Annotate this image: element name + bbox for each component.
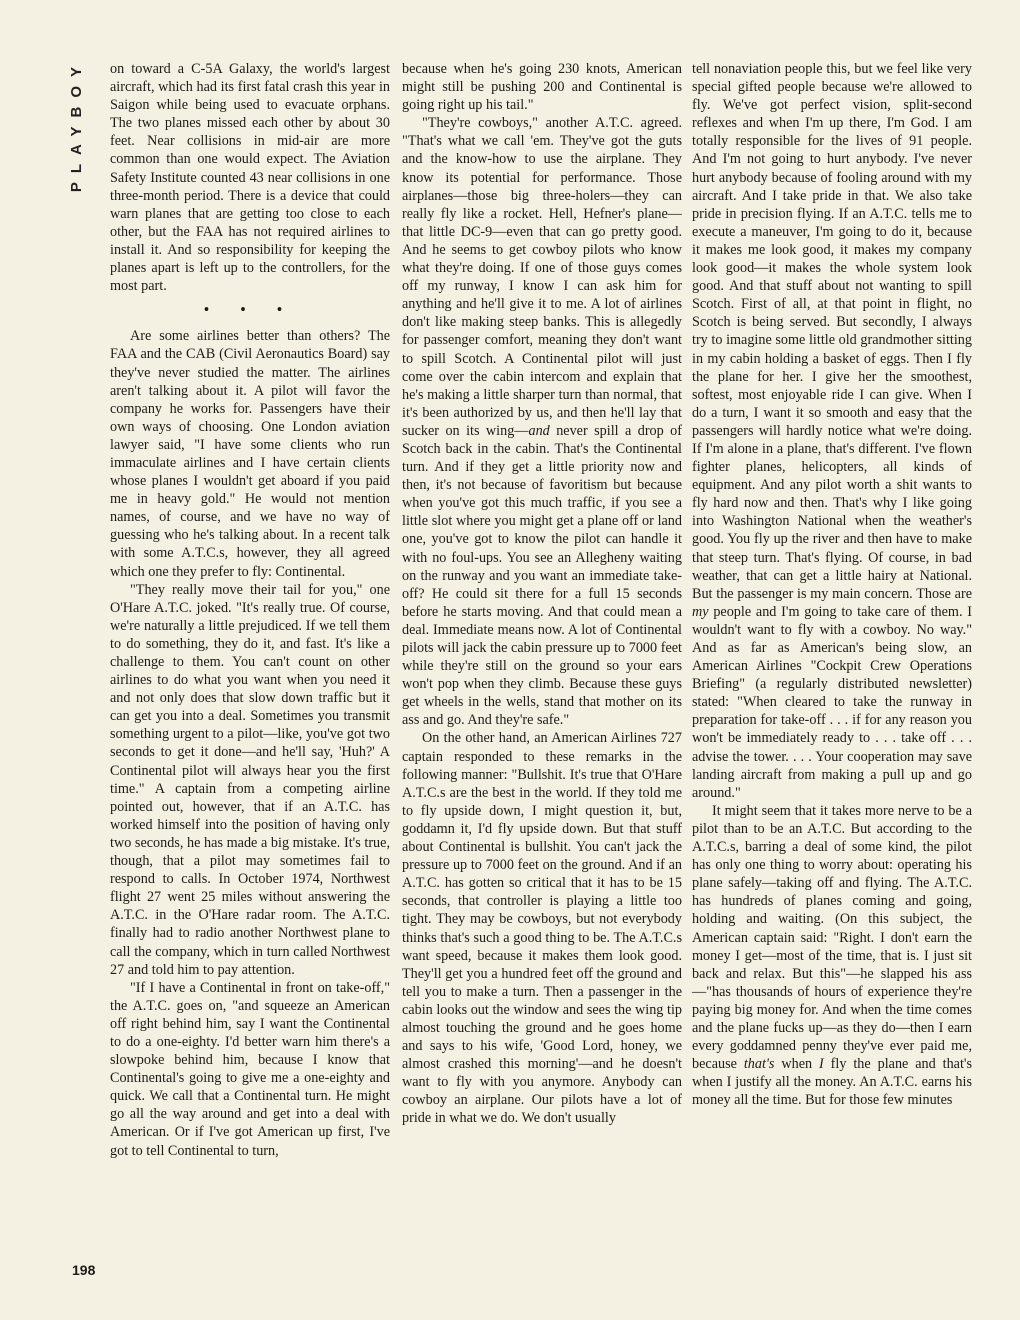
section-separator: • • • <box>204 302 296 319</box>
paragraph: On the other hand, an American Airlines 727 captain responded to these remarks in the following manner: "Bullshit. It's true that O'Hare A.T.C.s are the best in the world. If they told me to fly upside down, I might question it, but, goddamn it, I'd fly upside down. But that stuff about Continental is bullshit. You can't jack the pressure up to 7000 feet on the ground. And if an A.T.C. has gotten so critical that it has to be 15 seconds, that controller is playing a little too tight. They may be cowboys, but not everybody thinks that's such a good thing to be. The A.T.C.s want speed, because it makes them look good. They'll get you a hundred feet off the ground and tell you to make a turn. Then a passenger in the cabin looks out the window and sees the wing tip almost touching the ground and he goes home and says to his wife, 'Good Lord, honey, we almost crashed this morning'—and he doesn't want to fly with you anymore. Anybody can cowboy an airplane. Our pilots have a lot of pride in what we do. We don't usually <box>402 730 682 1127</box>
paragraph <box>692 802 972 1110</box>
text-run: people and I'm going to take care of them. I wouldn't want to fly with a cowboy. No way." And as far as American's being slow, an American Airlines "Cockpit Crew Operations Briefing" (a regularly distributed newsletter) stated: "When cleared to take the runway in preparation for take-off . . . if for any reason you won't be immediately ready to . . . take off . . . advise the tower. . . . Your cooperation may save landing aircraft from making a pull up and go around." <box>692 603 972 801</box>
magazine-masthead: PLAYBOY <box>68 58 85 193</box>
paragraph: on toward a C-5A Galaxy, the world's largest aircraft, which had its first fatal crash this year in Saigon while being used to evacuate orphans. The two planes missed each other by about 30 feet. Near collisions in mid-air are more common than one would expect. The Aviation Safety Institute counted 43 near collisions in one three-month period. There is a device that could warn planes that are getting too close to each other, but the FAA has not required airlines to install it. And so responsibility for keeping the planes apart is left up to the controllers, for the most part. <box>110 61 390 295</box>
paragraph <box>692 60 972 802</box>
emphasis: my <box>692 603 709 620</box>
text-run: when <box>774 1056 820 1073</box>
text-column-3 <box>692 60 972 1109</box>
paragraph: "They really move their tail for you," one O'Hare A.T.C. joked. "It's really true. Of course, we're naturally a little prejudiced. If we tell them to do something, they do it, and fast. It's like a challenge to them. You can't count on other airlines to do what you want when you need it and not only does that slow down traffic but it can get you into a deal. Sometimes you transmit something urgent to a pilot—like, you've got two seconds to get it done—and he'll say, 'Huh?' A Continental pilot will always hear you the first time." A captain from a competing airline pointed out, however, that if an A.T.C. has worked himself into the position of having only two seconds, he has made a big mistake. It's true, though, that a pilot may sometimes fail to respond to calls. In October 1974, Northwest flight 27 went 25 miles without answering the A.T.C. in the O'Hare radar room. The A.T.C. finally had to radio another Northwest plane to call the company, which in turn called Northwest 27 and told him to pay attention. <box>110 581 390 978</box>
paragraph: Are some airlines better than others? The FAA and the CAB (Civil Aeronautics Board) say they've never studied the matter. The airlines aren't talking about it. A pilot will favor the company he works for. Passengers have their own ways of choosing. One London aviation lawyer said, "I have some clients who run immaculate airlines and I have certain clients whose planes I wouldn't get aboard if you paid me in heavy gold." He would not mention names, of course, and we have no way of guessing who he's talking about. In a recent talk with some A.T.C.s, however, they all agreed which one they prefer to fly: Continental. <box>110 328 390 580</box>
emphasis: and <box>528 422 550 439</box>
paragraph: "If I have a Continental in front on take-off," the A.T.C. goes on, "and squeeze an American off right behind him, say I want the Continental to do a one-eighty. I'd better warn him there's a slowpoke behind him, because I know that Continental's going to give me a one-eighty and quick. We call that a Continental turn. He might go all the way around and get into a deal with American. Or if I've got American up first, I've got to tell Continental to turn, <box>110 979 390 1159</box>
emphasis: I <box>819 1056 824 1073</box>
page-number: 198 <box>72 1262 96 1278</box>
emphasis: that's <box>743 1056 775 1073</box>
paragraph <box>402 114 682 729</box>
text-run: fly the plane and that's when I justify all the money. An A.T.C. earns his money all the time. But for those few minutes <box>692 1056 972 1109</box>
text-run: It might seem that it takes more nerve to be a pilot than to be an A.T.C. But according to the A.T.C.s, barring a deal of some kind, the pilot has only one thing to worry about: operating his plane safely—taking off and flying. The A.T.C. has hundreds of planes coming and going, holding and waiting. (On this subject, the American captain said: "Right. I don't earn the money I get—most of the time, that is. I just sit back and relax. But this"—he slapped his ass—"has thousands of hours of experience they're paying big money for. And when the time comes and the plane fucks up—as they do—then I earn every goddamned penny they've ever paid me, because <box>692 802 972 1073</box>
text-run: "They're cowboys," another A.T.C. agreed. "That's what we call 'em. They've got the guts and the know-how to use the airplane. They know its potential for performance. Those airplanes—those big three-holers—they can really fly like a rocket. Hell, Hefner's plane—that little DC-9—even that can go pretty good. And he seems to get cowboy pilots who know what they're doing. If one of those guys comes off my runway, I know I can ask him for anything and he'll give it to me. A lot of airlines don't like making steep banks. This is allegedly for passenger comfort, meaning they don't want to spill Scotch. A Continental pilot will just come over the cabin intercom and explain that he's making a little sharper turn than normal, that it's been authorized by us, and then he'll lay that sucker on its wing— <box>402 115 682 439</box>
text-run: tell nonaviation people this, but we feel like very special gifted people because we're allowed to fly. We've got perfect vision, split-second reflexes and when I'm up there, I'm God. I am totally responsible for the lives of 91 people. And I'm not going to hurt anybody. I've never hurt anybody because of fooling around with my aircraft. And I take pride in that. We also take pride in precision flying. If an A.T.C. tells me to execute a maneuver, I'm going to do it, because it makes me look good, it makes my company look good—it makes the whole system look good. And that stuff about not wanting to spill Scotch. First of all, at that point in flight, no Scotch is being served. But secondly, I always try to imagine some little old grandmother sitting in my cabin holding a basket of eggs. Then I fly the plane for her. I give her the smoothest, softest, most enjoyable ride I can give. When I do a turn, I want it so smooth and easy that the passengers will hardly notice what we're doing. If I'm alone in a plane, that's different. I've flown fighter planes, helicopters, all kinds of equipment. And any pilot worth a shit wants to fly hard now and then. That's why I like going into Washington National when the weather's good. You fly up the river and then have to make that steep turn. That's flying. Of course, in bad weather, that can get a little hairy at National. But the passenger is my main concern. Those are <box>692 61 972 602</box>
text-column-2 <box>402 60 682 1128</box>
text-run: never spill a drop of Scotch back in the cabin. That's the Continental turn. And if they get a little priority now and then, it's not because of favoritism but because when you've got this much traffic, if you see a little slot where you might get a plane off or land one, you've got to know the pilot can handle it with no foul-ups. You see an Allegheny waiting on the runway and you want an immediate take-off? He could sit there for a full 15 seconds before he starts moving. And that could mean a deal. Immediate means now. A lot of Continental pilots will jack the cabin pressure up to 7000 feet while they're still on the ground so your ears won't pop when they climb. Because these guys get wheels in the wells, stand that mother on its ass and go. And they're safe." <box>402 422 682 729</box>
text-column-1 <box>110 60 390 1160</box>
paragraph: because when he's going 230 knots, American might still be pushing 200 and Continental is going right up his tail." <box>402 61 682 114</box>
